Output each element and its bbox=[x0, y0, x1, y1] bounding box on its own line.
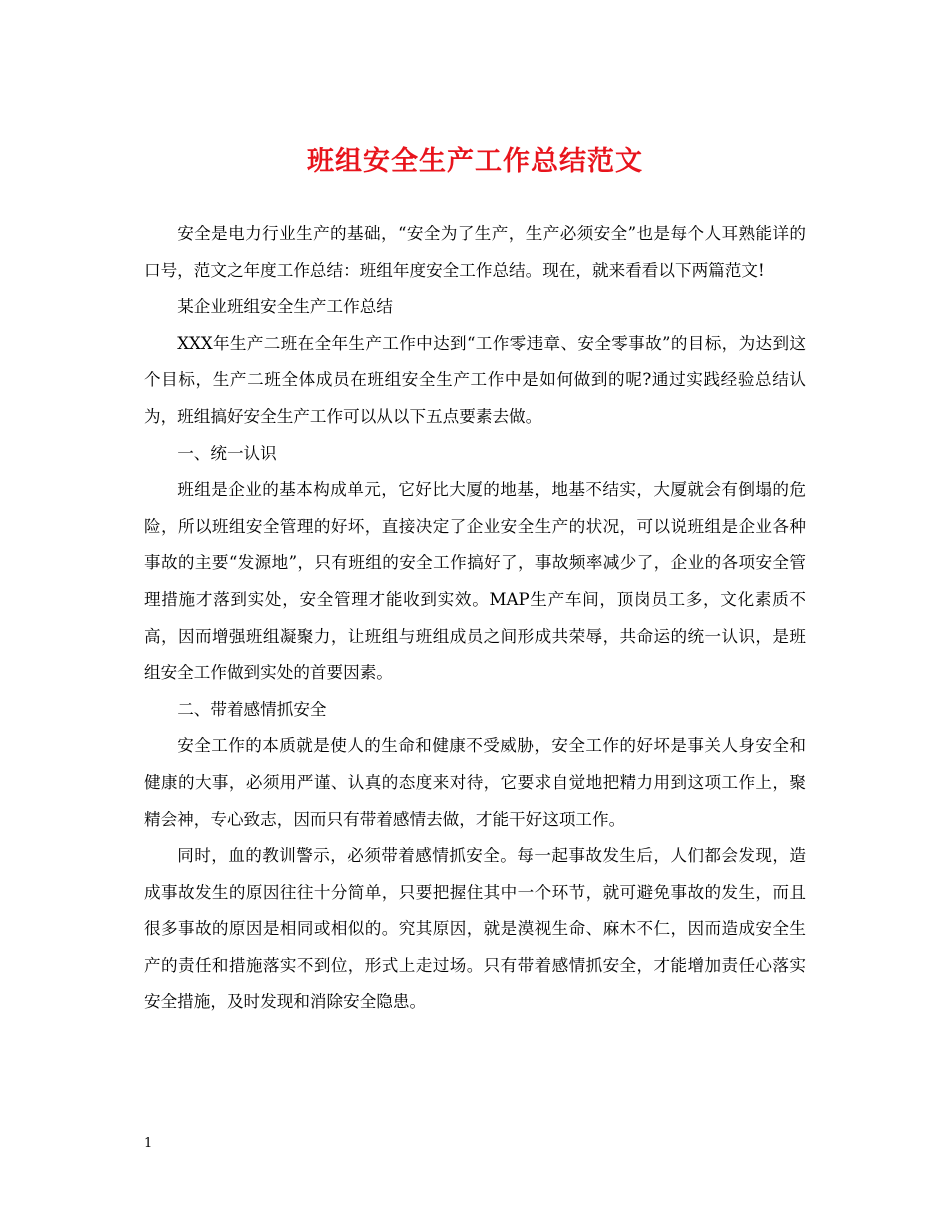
paragraph-overview: XXX年生产二班在全年生产工作中达到“工作零违章、安全零事故”的目标，为达到这个目标，生产二班全体成员在班组安全生产工作中是如何做到的呢?通过实践经验总结认为，班组搞好安全生产工作可以从以下五点要素去做。 bbox=[144, 333, 806, 426]
document-title: 班组安全生产工作总结范文 bbox=[307, 146, 643, 177]
paragraph-subtitle: 某企业班组安全生产工作总结 bbox=[177, 297, 393, 317]
section-heading-2: 二、带着感情抓安全 bbox=[177, 699, 327, 719]
document-body bbox=[144, 216, 806, 1021]
page-number: 1 bbox=[144, 1136, 153, 1151]
section-heading-1: 一、统一认识 bbox=[177, 443, 277, 463]
paragraph-section-2a: 安全工作的本质就是使人的生命和健康不受威胁，安全工作的好坏是事关人身安全和健康的大事，必须用严谨、认真的态度来对待，它要求自觉地把精力用到这项工作上，聚精会神，专心致志，因而只有带着感情去做，才能干好这项工作。 bbox=[144, 736, 806, 829]
paragraph-section-1: 班组是企业的基本构成单元，它好比大厦的地基，地基不结实，大厦就会有倒塌的危险，所以班组安全管理的好坏，直接决定了企业安全生产的状况，可以说班组是企业各种事故的主要“发源地”，只有班组的安全工作搞好了，事故频率减少了，企业的各项安全管理措施才落到实处，安全管理才能收到实效。MAP生产车间，顶岗员工多，文化素质不高，因而增强班组凝聚力，让班组与班组成员之间形成共荣辱，共命运的统一认识，是班组安全工作做到实处的首要因素。 bbox=[144, 480, 806, 683]
paragraph-intro: 安全是电力行业生产的基础，“安全为了生产，生产必须安全”也是每个人耳熟能详的口号，范文之年度工作总结：班组年度安全工作总结。现在，就来看看以下两篇范文! bbox=[144, 224, 806, 280]
paragraph-section-2b: 同时，血的教训警示，必须带着感情抓安全。每一起事故发生后，人们都会发现，造成事故发生的原因往往十分简单，只要把握住其中一个环节，就可避免事故的发生，而且很多事故的原因是相同或相似的。究其原因，就是漠视生命、麻木不仁，因而造成安全生产的责任和措施落实不到位，形式上走过场。只有带着感情抓安全，才能增加责任心落实安全措施，及时发现和消除安全隐患。 bbox=[144, 846, 806, 1012]
